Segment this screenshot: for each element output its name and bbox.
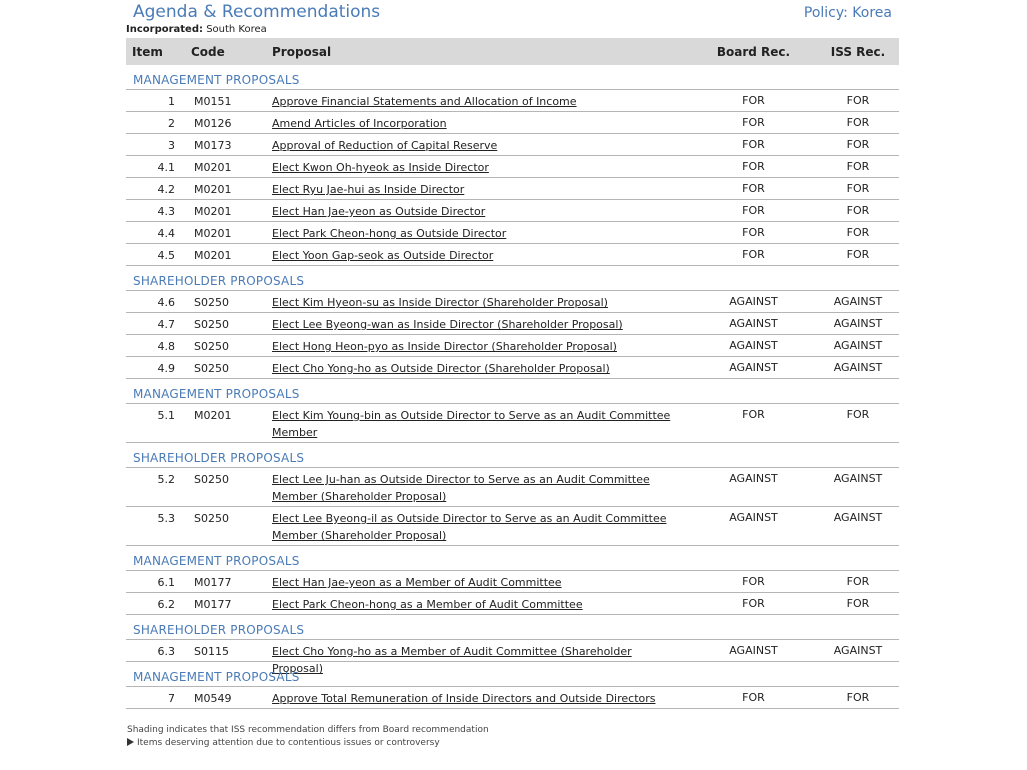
item-number: 5.3 [157,512,175,525]
item-number: 5.1 [157,409,175,422]
board-recommendation: FOR [742,226,765,239]
item-number: 6.1 [157,576,175,589]
item-number: 4.4 [157,227,175,240]
proposal-code: S0250 [194,340,229,353]
header-item: Item [132,44,163,59]
board-recommendation: AGAINST [729,361,778,374]
table-row [126,640,899,675]
table-row [126,222,899,244]
iss-recommendation: FOR [846,182,870,195]
agenda-table [126,38,899,709]
proposal-code: M0549 [194,692,232,705]
proposal-link[interactable]: Elect Kim Young-bin as Outside Director to Serve as an Audit Committee Member [272,409,671,439]
section-header: MANAGEMENT PROPOSALS [126,379,899,404]
table-row [126,178,899,200]
table-row [126,687,899,709]
incorporated-line [126,24,267,35]
header-board-rec: Board Rec. [716,44,791,59]
table-row [126,244,899,266]
proposal-code: M0201 [194,161,232,174]
item-number: 4.9 [157,362,175,375]
item-number: 4.5 [157,249,175,262]
proposal-code: M0201 [194,183,232,196]
board-recommendation: FOR [742,248,765,261]
proposal-code: M0177 [194,598,232,611]
iss-recommendation: FOR [846,248,870,261]
table-header [126,38,899,65]
section-header: MANAGEMENT PROPOSALS [126,546,899,571]
table-row [126,507,899,546]
proposal-link[interactable]: Elect Cho Yong-ho as a Member of Audit Committee (Shareholder Proposal) [272,645,632,675]
proposal-code: M0201 [194,409,232,422]
board-recommendation: FOR [742,182,765,195]
proposal-link[interactable]: Elect Han Jae-yeon as Outside Director [272,205,486,218]
footnote-shading: Shading indicates that ISS recommendation differs from Board recommendation [127,725,489,735]
item-number: 2 [168,117,175,130]
proposal-link[interactable]: Elect Kwon Oh-hyeok as Inside Director [272,161,489,174]
footnote-attention-text: Items deserving attention due to contentious issues or controversy [137,738,440,748]
footnote-attention [127,738,440,748]
page-title: Agenda & Recommendations [133,2,381,22]
item-number: 4.6 [157,296,175,309]
board-recommendation: AGAINST [729,295,778,308]
iss-recommendation: FOR [846,116,870,129]
proposal-code: S0250 [194,473,229,486]
table-row [126,335,899,357]
proposal-link[interactable]: Elect Park Cheon-hong as a Member of Audit Committee [272,598,583,611]
item-number: 4.2 [157,183,175,196]
proposal-link[interactable]: Elect Hong Heon-pyo as Inside Director (Shareholder Proposal) [272,340,617,353]
iss-recommendation: AGAINST [833,644,883,657]
table-body [126,65,899,709]
board-recommendation: FOR [742,204,765,217]
iss-recommendation: AGAINST [833,472,883,485]
table-row [126,357,899,379]
item-number: 6.2 [157,598,175,611]
board-recommendation: AGAINST [729,511,778,524]
proposal-link[interactable]: Approve Financial Statements and Allocation of Income [272,95,577,108]
proposal-code: M0151 [194,95,232,108]
proposal-link[interactable]: Elect Han Jae-yeon as a Member of Audit Committee [272,576,562,589]
incorporated-label: Incorporated: [126,24,203,35]
iss-recommendation: FOR [846,160,870,173]
table-row [126,571,899,593]
incorporated-value: South Korea [206,24,267,35]
iss-recommendation: AGAINST [833,317,883,330]
iss-recommendation: AGAINST [833,339,883,352]
policy-label: Policy: Korea [803,5,892,21]
board-recommendation: AGAINST [729,339,778,352]
proposal-code: M0126 [194,117,232,130]
board-recommendation: FOR [742,94,765,107]
board-recommendation: FOR [742,691,765,704]
proposal-link[interactable]: Approval of Reduction of Capital Reserve [272,139,498,152]
iss-recommendation: FOR [846,408,870,421]
proposal-link[interactable]: Elect Park Cheon-hong as Outside Director [272,227,507,240]
item-number: 3 [168,139,175,152]
proposal-code: S0250 [194,296,229,309]
section-header: SHAREHOLDER PROPOSALS [126,615,899,640]
iss-recommendation: AGAINST [833,361,883,374]
proposal-code: S0115 [194,645,229,658]
iss-recommendation: AGAINST [833,295,883,308]
table-row [126,468,899,507]
section-header: SHAREHOLDER PROPOSALS [126,266,899,291]
proposal-code: S0250 [194,318,229,331]
proposal-code: M0173 [194,139,232,152]
proposal-code: S0250 [194,512,229,525]
iss-recommendation: FOR [846,94,870,107]
proposal-code: M0177 [194,576,232,589]
proposal-link[interactable]: Elect Ryu Jae-hui as Inside Director [272,183,465,196]
header-code: Code [191,44,225,59]
proposal-link[interactable]: Amend Articles of Incorporation [272,117,447,130]
board-recommendation: AGAINST [729,472,778,485]
proposal-code: M0201 [194,227,232,240]
header-proposal: Proposal [272,44,332,59]
item-number: 4.7 [157,318,175,331]
table-row [126,313,899,335]
table-row [126,112,899,134]
proposal-code: M0201 [194,249,232,262]
item-number: 4.1 [157,161,175,174]
proposal-link[interactable]: Approve Total Remuneration of Inside Directors and Outside Directors [272,692,656,705]
proposal-code: S0250 [194,362,229,375]
proposal-link[interactable]: Elect Lee Ju-han as Outside Director to Serve as an Audit Committee Member (Shareholder Proposal) [272,473,650,503]
section-header: SHAREHOLDER PROPOSALS [126,443,899,468]
board-recommendation: FOR [742,160,765,173]
table-row [126,134,899,156]
iss-recommendation: FOR [846,138,870,151]
section-header: MANAGEMENT PROPOSALS [126,662,899,687]
table-row [126,156,899,178]
header-iss-rec: ISS Rec. [830,44,886,59]
item-number: 6.3 [157,645,175,658]
iss-recommendation: FOR [846,204,870,217]
iss-recommendation: FOR [846,597,870,610]
board-recommendation: FOR [742,597,765,610]
triangle-right-icon [127,738,134,746]
board-recommendation: FOR [742,408,765,421]
table-row [126,593,899,615]
iss-recommendation: AGAINST [833,511,883,524]
iss-recommendation: FOR [846,575,870,588]
board-recommendation: AGAINST [729,644,778,657]
item-number: 5.2 [157,473,175,486]
board-recommendation: FOR [742,575,765,588]
iss-recommendation: FOR [846,691,870,704]
board-recommendation: FOR [742,138,765,151]
iss-recommendation: FOR [846,226,870,239]
item-number: 7 [168,692,175,705]
table-row [126,404,899,443]
proposal-link[interactable]: Elect Kim Hyeon-su as Inside Director (Shareholder Proposal) [272,296,608,309]
proposal-link[interactable]: Elect Lee Byeong-wan as Inside Director (Shareholder Proposal) [272,318,623,331]
board-recommendation: AGAINST [729,317,778,330]
board-recommendation: FOR [742,116,765,129]
table-row [126,200,899,222]
proposal-link[interactable]: Elect Cho Yong-ho as Outside Director (Shareholder Proposal) [272,362,610,375]
proposal-link[interactable]: Elect Lee Byeong-il as Outside Director to Serve as an Audit Committee Member (Shareholder Proposal) [272,512,667,542]
section-header: MANAGEMENT PROPOSALS [126,65,899,90]
proposal-code: M0201 [194,205,232,218]
item-number: 1 [168,95,175,108]
item-number: 4.8 [157,340,175,353]
table-row [126,90,899,112]
item-number: 4.3 [157,205,175,218]
table-row [126,291,899,313]
proposal-link[interactable]: Elect Yoon Gap-seok as Outside Director [272,249,494,262]
